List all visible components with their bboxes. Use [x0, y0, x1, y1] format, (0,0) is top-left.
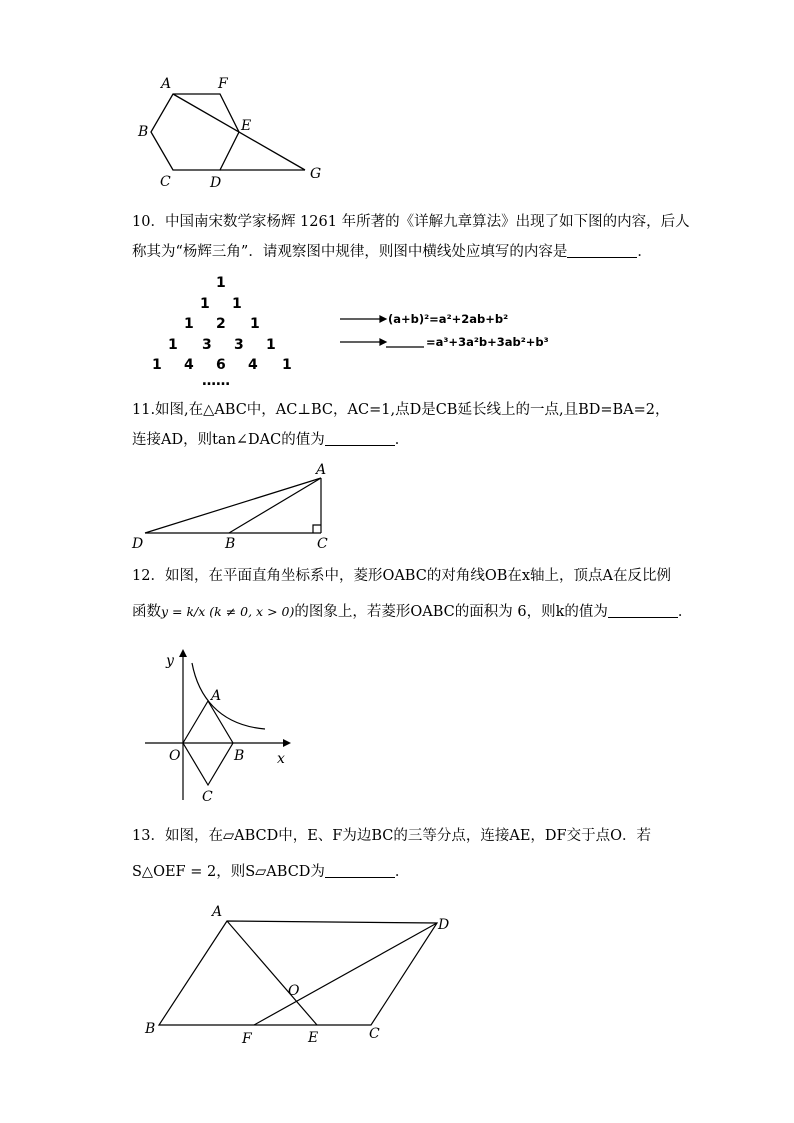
segment-AE [227, 921, 317, 1025]
segment-DA [145, 478, 321, 533]
arrow1-head [380, 316, 386, 322]
q11-label-C: C [317, 536, 328, 552]
label-F: F [218, 76, 228, 92]
q13-label-F: F [242, 1031, 252, 1047]
formula2: =a³+3a²b+3ab²+b³ [426, 335, 549, 349]
q11-label-D: D [132, 536, 144, 552]
q12-label-x: x [277, 751, 285, 767]
q13-label-E: E [308, 1030, 319, 1046]
q13-label-A: A [212, 904, 223, 920]
tri-r2-1: 2 [216, 316, 226, 332]
q11-end: ． [394, 432, 410, 448]
q12-end: ． [677, 604, 693, 620]
tri-r4-0: 1 [152, 357, 162, 373]
q11-line2 [132, 430, 409, 450]
q11-figure [128, 460, 348, 555]
q12-figure [140, 645, 300, 810]
hexagon-shape [151, 94, 239, 170]
parallelogram-ABCD [159, 921, 437, 1025]
label-B: B [138, 124, 149, 140]
q11-line2-text: 连接AD，则tan∠DAC的值为 [132, 432, 325, 448]
q10-line2 [132, 242, 652, 262]
tri-r3-2: 3 [234, 337, 244, 353]
hyperbola-curve [192, 663, 265, 729]
tri-r2-0: 1 [184, 316, 194, 332]
segment-BA [229, 478, 321, 533]
q12-label-A: A [211, 688, 222, 704]
tri-r1-0: 1 [200, 296, 210, 312]
q13-label-B: B [145, 1021, 156, 1037]
q13-line2-pre: S△OEF = 2，则S▱ABCD为 [132, 864, 325, 880]
arrow2-head [380, 339, 386, 345]
label-G: G [310, 166, 322, 182]
q13-answer-blank[interactable] [325, 863, 395, 878]
tri-r4-2: 6 [216, 357, 226, 373]
tri-r3-0: 1 [168, 337, 178, 353]
tri-r4-4: 1 [282, 357, 292, 373]
q12-label-y: y [166, 653, 174, 669]
q13-figure [140, 900, 460, 1050]
y-axis-arrow [179, 649, 187, 657]
x-axis-arrow [283, 739, 291, 747]
tri-r4-3: 4 [248, 357, 258, 373]
label-C: C [160, 174, 171, 190]
tri-r2-2: 1 [250, 316, 260, 332]
label-A: A [161, 76, 172, 92]
q11-label-B: B [225, 536, 236, 552]
tri-r3-3: 1 [266, 337, 276, 353]
q12-label-C: C [202, 789, 213, 805]
q13-line2 [132, 862, 409, 882]
yanghui-triangle [140, 270, 560, 390]
tri-r0-0: 1 [216, 275, 226, 291]
q11-label-A: A [316, 462, 327, 478]
q13-label-C: C [369, 1026, 380, 1042]
q11-line1: 11.如图,在△ABC中，AC⊥BC，AC=1,点D是CB延长线上的一点,且BD=BA=2， [132, 402, 670, 418]
q10-line1: 10．中国南宋数学家杨辉 1261 年所著的《详解九章算法》出现了如下图的内容，后人 [132, 214, 690, 230]
q12-label-O: O [169, 748, 181, 764]
q11-answer-blank[interactable] [325, 431, 395, 446]
q12-line2 [132, 602, 692, 622]
right-angle-mark [313, 525, 321, 533]
q12-line2-post: 的图象上，若菱形OABC的面积为 6，则k的值为 [294, 604, 608, 620]
tri-r1-1: 1 [232, 296, 242, 312]
tri-r3-1: 3 [202, 337, 212, 353]
q13-end: ． [394, 864, 410, 880]
label-D: D [210, 175, 222, 191]
segment-DF [254, 923, 437, 1025]
label-E: E [241, 118, 252, 134]
line-AG [173, 94, 305, 170]
q12-answer-blank[interactable] [608, 603, 678, 618]
tri-ellipsis: …… [202, 373, 230, 389]
q13-line1: 13．如图，在▱ABCD中，E、F为边BC的三等分点，连接AE，DF交于点O．若 [132, 828, 652, 844]
q12-line1: 12．如图，在平面直角坐标系中，菱形OABC的对角线OB在x轴上，顶点A在反比例 [132, 568, 672, 584]
q13-label-O: O [288, 983, 300, 999]
hexagon-figure [130, 70, 330, 195]
q10-end: ． [637, 244, 652, 260]
q10-line2-text: 称其为“杨辉三角”．请观察图中规律，则图中横线处应填写的内容是 [132, 244, 568, 260]
q10-answer-blank[interactable] [567, 243, 637, 258]
formula1: (a+b)²=a²+2ab+b² [388, 312, 509, 326]
tri-r4-1: 4 [184, 357, 194, 373]
q12-function-eq: y = k/x (k ≠ 0, x > 0) [161, 604, 295, 619]
q13-label-D: D [438, 917, 450, 933]
q12-label-B: B [234, 748, 245, 764]
q12-line2-pre: 函数 [132, 604, 161, 620]
